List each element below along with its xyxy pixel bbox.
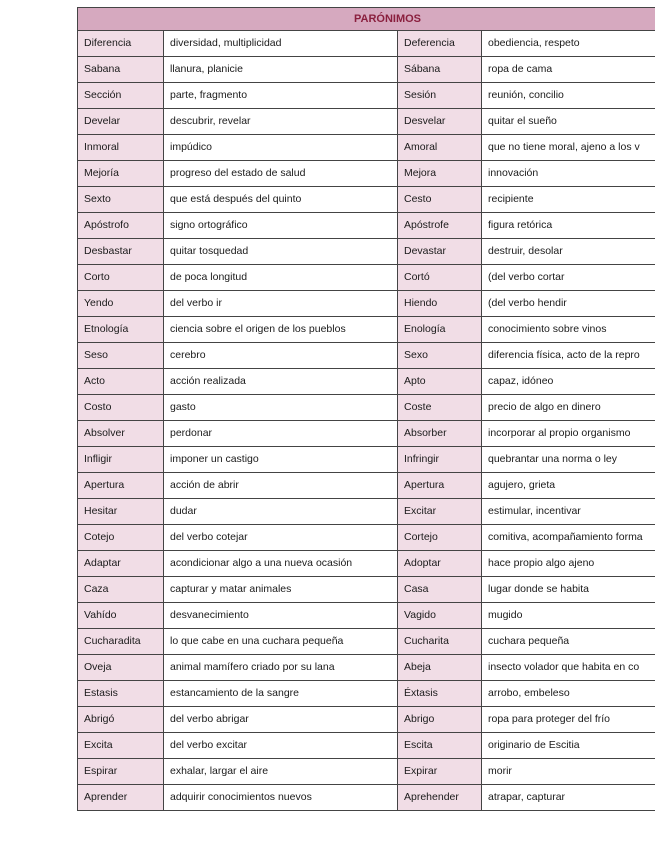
word-1-cell: Corto bbox=[78, 265, 164, 291]
table-row bbox=[78, 187, 655, 213]
meaning-1-cell: acción realizada bbox=[164, 369, 398, 395]
table-row bbox=[78, 707, 655, 733]
word-2-cell: Aprehender bbox=[398, 785, 482, 811]
word-1-cell: Yendo bbox=[78, 291, 164, 317]
table-row bbox=[78, 603, 655, 629]
word-1-cell: Absolver bbox=[78, 421, 164, 447]
meaning-2-cell: precio de algo en dinero bbox=[482, 395, 655, 421]
meaning-1-cell: dudar bbox=[164, 499, 398, 525]
word-2-cell: Sexo bbox=[398, 343, 482, 369]
meaning-1-cell: descubrir, revelar bbox=[164, 109, 398, 135]
word-1-cell: Etnología bbox=[78, 317, 164, 343]
meaning-2-cell: capaz, idóneo bbox=[482, 369, 655, 395]
word-1-cell: Desbastar bbox=[78, 239, 164, 265]
table-row bbox=[78, 655, 655, 681]
table-row bbox=[78, 161, 655, 187]
word-2-cell: Devastar bbox=[398, 239, 482, 265]
word-2-cell: Absorber bbox=[398, 421, 482, 447]
meaning-1-cell: llanura, planicie bbox=[164, 57, 398, 83]
meaning-1-cell: adquirir conocimientos nuevos bbox=[164, 785, 398, 811]
meaning-1-cell: exhalar, largar el aire bbox=[164, 759, 398, 785]
table-row bbox=[78, 265, 655, 291]
word-2-cell: Infringir bbox=[398, 447, 482, 473]
meaning-2-cell: destruir, desolar bbox=[482, 239, 655, 265]
meaning-2-cell: incorporar al propio organismo bbox=[482, 421, 655, 447]
word-2-cell: Hiendo bbox=[398, 291, 482, 317]
word-2-cell: Desvelar bbox=[398, 109, 482, 135]
word-1-cell: Vahído bbox=[78, 603, 164, 629]
paronyms-table bbox=[77, 7, 655, 811]
word-1-cell: Oveja bbox=[78, 655, 164, 681]
table-row bbox=[78, 447, 655, 473]
word-2-cell: Sesión bbox=[398, 83, 482, 109]
meaning-1-cell: diversidad, multiplicidad bbox=[164, 31, 398, 57]
table-row bbox=[78, 785, 655, 811]
table-row bbox=[78, 629, 655, 655]
meaning-1-cell: animal mamífero criado por su lana bbox=[164, 655, 398, 681]
meaning-1-cell: signo ortográfico bbox=[164, 213, 398, 239]
meaning-2-cell: cuchara pequeña bbox=[482, 629, 655, 655]
word-2-cell: Mejora bbox=[398, 161, 482, 187]
word-2-cell: Adoptar bbox=[398, 551, 482, 577]
meaning-1-cell: ciencia sobre el origen de los pueblos bbox=[164, 317, 398, 343]
table-row bbox=[78, 577, 655, 603]
word-2-cell: Enología bbox=[398, 317, 482, 343]
table-row bbox=[78, 57, 655, 83]
word-1-cell: Cucharadita bbox=[78, 629, 164, 655]
word-2-cell: Abrigo bbox=[398, 707, 482, 733]
meaning-1-cell: acondicionar algo a una nueva ocasión bbox=[164, 551, 398, 577]
table-row bbox=[78, 343, 655, 369]
meaning-1-cell: cerebro bbox=[164, 343, 398, 369]
word-1-cell: Caza bbox=[78, 577, 164, 603]
meaning-1-cell: gasto bbox=[164, 395, 398, 421]
word-1-cell: Aprender bbox=[78, 785, 164, 811]
meaning-1-cell: del verbo ir bbox=[164, 291, 398, 317]
meaning-2-cell: reunión, concilio bbox=[482, 83, 655, 109]
meaning-2-cell: hace propio algo ajeno bbox=[482, 551, 655, 577]
word-1-cell: Sexto bbox=[78, 187, 164, 213]
meaning-2-cell: innovación bbox=[482, 161, 655, 187]
meaning-2-cell: figura retórica bbox=[482, 213, 655, 239]
meaning-1-cell: que está después del quinto bbox=[164, 187, 398, 213]
word-1-cell: Abrigó bbox=[78, 707, 164, 733]
meaning-1-cell: del verbo excitar bbox=[164, 733, 398, 759]
table-row bbox=[78, 395, 655, 421]
meaning-1-cell: del verbo cotejar bbox=[164, 525, 398, 551]
table-row bbox=[78, 759, 655, 785]
word-1-cell: Inmoral bbox=[78, 135, 164, 161]
word-1-cell: Estasis bbox=[78, 681, 164, 707]
meaning-2-cell: conocimiento sobre vinos bbox=[482, 317, 655, 343]
table-title: PARÓNIMOS bbox=[78, 8, 655, 31]
word-2-cell: Cucharita bbox=[398, 629, 482, 655]
table-row bbox=[78, 239, 655, 265]
meaning-2-cell: arrobo, embeleso bbox=[482, 681, 655, 707]
meaning-2-cell: que no tiene moral, ajeno a los v bbox=[482, 135, 655, 161]
meaning-1-cell: impúdico bbox=[164, 135, 398, 161]
word-2-cell: Casa bbox=[398, 577, 482, 603]
table-row bbox=[78, 213, 655, 239]
word-2-cell: Cesto bbox=[398, 187, 482, 213]
table-row bbox=[78, 733, 655, 759]
table-body bbox=[78, 31, 655, 811]
word-1-cell: Espirar bbox=[78, 759, 164, 785]
word-1-cell: Adaptar bbox=[78, 551, 164, 577]
meaning-1-cell: lo que cabe en una cuchara pequeña bbox=[164, 629, 398, 655]
meaning-2-cell: atrapar, capturar bbox=[482, 785, 655, 811]
word-1-cell: Develar bbox=[78, 109, 164, 135]
table-row bbox=[78, 525, 655, 551]
word-1-cell: Cotejo bbox=[78, 525, 164, 551]
meaning-1-cell: progreso del estado de salud bbox=[164, 161, 398, 187]
word-1-cell: Acto bbox=[78, 369, 164, 395]
meaning-2-cell: originario de Escitia bbox=[482, 733, 655, 759]
word-2-cell: Apóstrofe bbox=[398, 213, 482, 239]
word-1-cell: Hesitar bbox=[78, 499, 164, 525]
paronyms-table-container bbox=[77, 7, 655, 823]
table-row bbox=[78, 551, 655, 577]
word-1-cell: Excita bbox=[78, 733, 164, 759]
meaning-2-cell: agujero, grieta bbox=[482, 473, 655, 499]
meaning-2-cell: (del verbo cortar bbox=[482, 265, 655, 291]
word-2-cell: Escita bbox=[398, 733, 482, 759]
table-row bbox=[78, 473, 655, 499]
word-2-cell: Abeja bbox=[398, 655, 482, 681]
meaning-2-cell: ropa de cama bbox=[482, 57, 655, 83]
meaning-2-cell: diferencia física, acto de la repro bbox=[482, 343, 655, 369]
word-2-cell: Cortó bbox=[398, 265, 482, 291]
table-row bbox=[78, 499, 655, 525]
meaning-2-cell: insecto volador que habita en co bbox=[482, 655, 655, 681]
meaning-1-cell: imponer un castigo bbox=[164, 447, 398, 473]
table-row bbox=[78, 421, 655, 447]
meaning-1-cell: capturar y matar animales bbox=[164, 577, 398, 603]
meaning-1-cell: de poca longitud bbox=[164, 265, 398, 291]
word-2-cell: Éxtasis bbox=[398, 681, 482, 707]
meaning-2-cell: estimular, incentivar bbox=[482, 499, 655, 525]
word-2-cell: Expirar bbox=[398, 759, 482, 785]
word-1-cell: Diferencia bbox=[78, 31, 164, 57]
meaning-1-cell: perdonar bbox=[164, 421, 398, 447]
meaning-2-cell: lugar donde se habita bbox=[482, 577, 655, 603]
meaning-2-cell: ropa para proteger del frío bbox=[482, 707, 655, 733]
word-1-cell: Apertura bbox=[78, 473, 164, 499]
table-row bbox=[78, 291, 655, 317]
meaning-2-cell: (del verbo hendir bbox=[482, 291, 655, 317]
meaning-1-cell: acción de abrir bbox=[164, 473, 398, 499]
word-2-cell: Coste bbox=[398, 395, 482, 421]
meaning-2-cell: recipiente bbox=[482, 187, 655, 213]
table-row bbox=[78, 83, 655, 109]
word-2-cell: Apertura bbox=[398, 473, 482, 499]
word-1-cell: Infligir bbox=[78, 447, 164, 473]
table-row bbox=[78, 681, 655, 707]
meaning-1-cell: desvanecimiento bbox=[164, 603, 398, 629]
word-2-cell: Amoral bbox=[398, 135, 482, 161]
table-row bbox=[78, 135, 655, 161]
meaning-2-cell: mugido bbox=[482, 603, 655, 629]
table-row bbox=[78, 317, 655, 343]
word-1-cell: Sección bbox=[78, 83, 164, 109]
meaning-1-cell: quitar tosquedad bbox=[164, 239, 398, 265]
word-2-cell: Deferencia bbox=[398, 31, 482, 57]
word-1-cell: Apóstrofo bbox=[78, 213, 164, 239]
word-2-cell: Cortejo bbox=[398, 525, 482, 551]
meaning-1-cell: parte, fragmento bbox=[164, 83, 398, 109]
table-row bbox=[78, 109, 655, 135]
meaning-2-cell: quebrantar una norma o ley bbox=[482, 447, 655, 473]
word-2-cell: Sábana bbox=[398, 57, 482, 83]
word-1-cell: Mejoría bbox=[78, 161, 164, 187]
table-header-row bbox=[78, 8, 655, 31]
word-1-cell: Sabana bbox=[78, 57, 164, 83]
meaning-1-cell: estancamiento de la sangre bbox=[164, 681, 398, 707]
word-2-cell: Excitar bbox=[398, 499, 482, 525]
word-1-cell: Costo bbox=[78, 395, 164, 421]
meaning-2-cell: morir bbox=[482, 759, 655, 785]
word-1-cell: Seso bbox=[78, 343, 164, 369]
meaning-2-cell: quitar el sueño bbox=[482, 109, 655, 135]
word-2-cell: Vagido bbox=[398, 603, 482, 629]
meaning-2-cell: comitiva, acompañamiento forma bbox=[482, 525, 655, 551]
table-row bbox=[78, 369, 655, 395]
meaning-1-cell: del verbo abrigar bbox=[164, 707, 398, 733]
meaning-2-cell: obediencia, respeto bbox=[482, 31, 655, 57]
table-row bbox=[78, 31, 655, 57]
word-2-cell: Apto bbox=[398, 369, 482, 395]
